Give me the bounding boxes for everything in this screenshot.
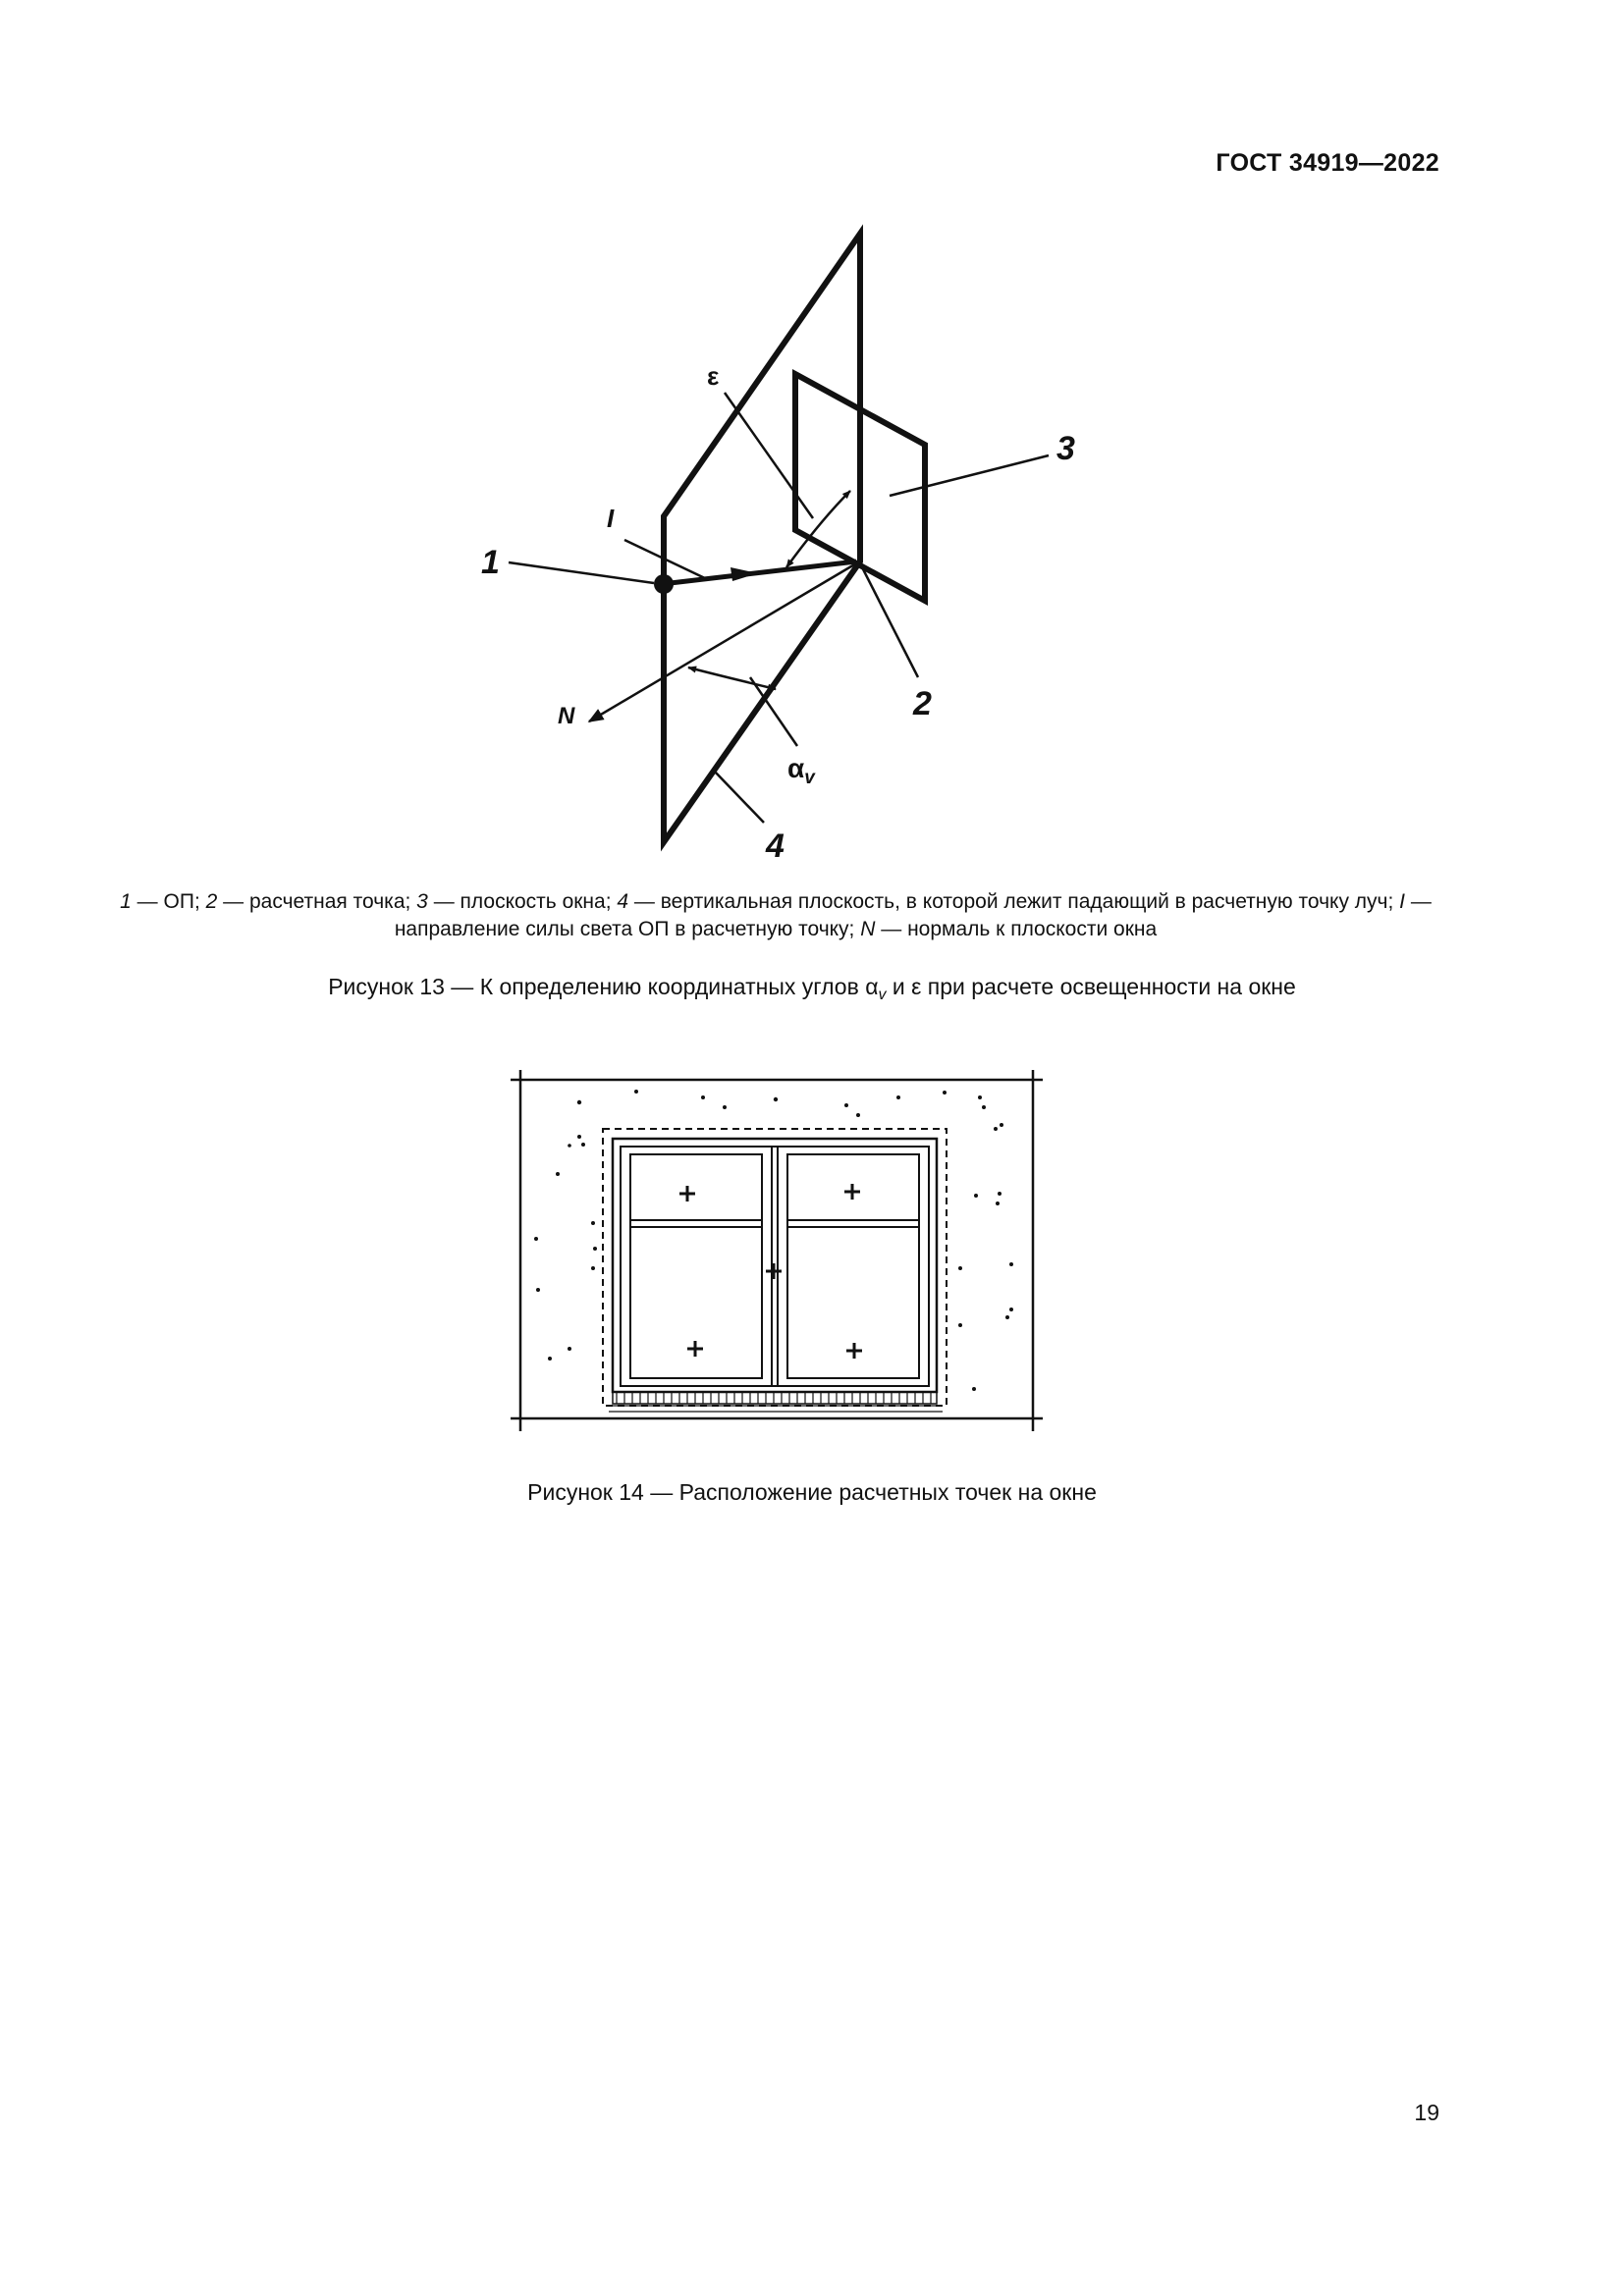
label-4: 4 [766,828,785,865]
leader-1 [509,562,654,583]
leader-4 [715,772,764,823]
label-3: 3 [1056,430,1075,467]
label-I: I [607,504,615,533]
label-epsilon: ε [707,361,720,391]
figure-13-legend: 1 — ОП; 2 — расчетная точка; 3 — плоскость окна; 4 — вертикальная плоскость, в которой лежит падающий в расчетную точку луч; I — направление силы света ОП в расчетную точку; N — нормаль к плоскости окна [120,890,1432,940]
leader-epsilon [725,393,813,518]
label-1: 1 [481,544,500,581]
page-number: 19 [1414,2100,1439,2125]
plaster-texture [534,1090,1013,1391]
alpha-arc [688,667,776,689]
figure-14-caption: Рисунок 14 — Расположение расчетных точек на окне [527,1479,1097,1505]
figure-13-caption: Рисунок 13 — К определению координатных углов $\alpha_v$ и ε при расчете освещенности на окне [328,974,1296,1003]
label-N: N [558,703,575,729]
ray-arrowhead [731,567,758,581]
figure-14-window-diagram [0,1041,1624,1453]
document-code: ГОСТ 34919—2022 [1216,149,1439,177]
light-source-point [654,574,674,594]
vertical-plane [664,234,860,842]
normal-line [589,563,856,721]
leader-3 [890,455,1049,496]
label-2: 2 [913,685,932,722]
figure-13-diagram [0,0,1624,883]
label-alpha: $\alpha_v$ [787,753,815,788]
